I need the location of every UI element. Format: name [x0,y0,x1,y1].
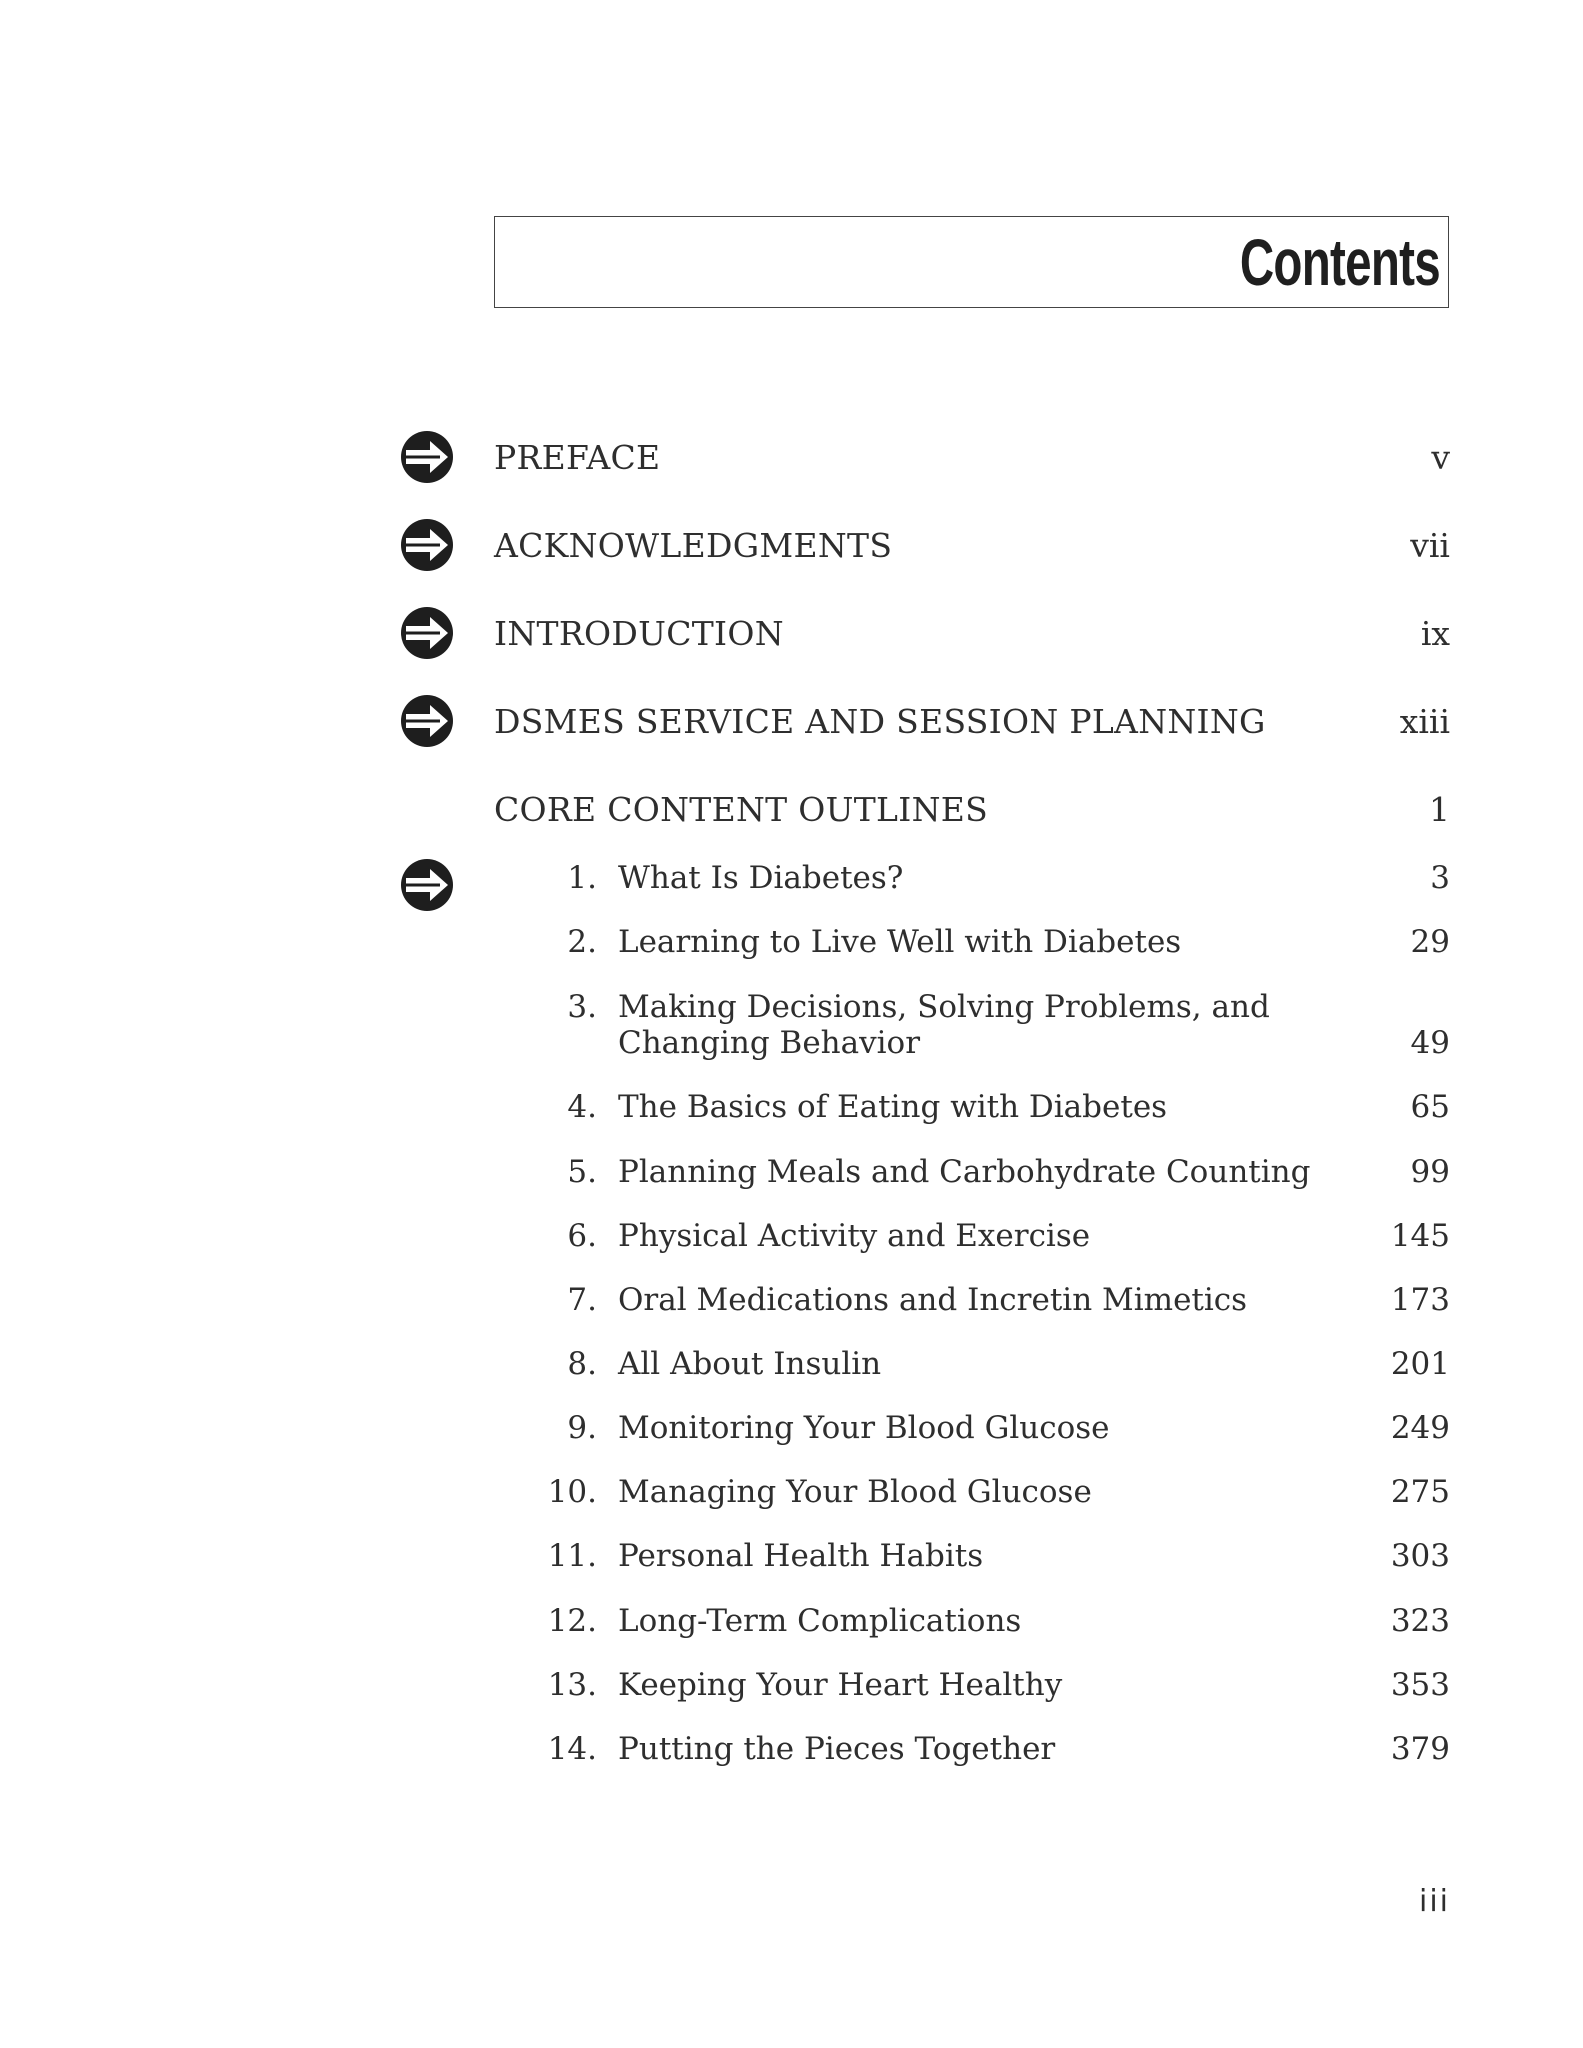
chapter-page: 275 [1390,1474,1450,1510]
arrow-circle-icon [400,694,454,748]
chapter-title: Physical Activity and Exercise [618,1218,1091,1254]
toc-label: PREFACE [494,438,661,477]
toc-page: 1 [1429,790,1450,829]
chapter-number: 13. [547,1667,597,1703]
chapter-title: What Is Diabetes? [618,860,904,896]
chapter-page: 323 [1390,1603,1450,1639]
chapter-title: Long-Term Complications [618,1603,1022,1639]
chapter-number: 7. [567,1282,597,1318]
chapter-number: 9. [567,1410,597,1446]
chapter-number: 12. [547,1603,597,1639]
chapter-title: Planning Meals and Carbohydrate Counting [618,1154,1311,1190]
chapter-title: Learning to Live Well with Diabetes [618,924,1182,960]
chapter-page: 145 [1390,1218,1450,1254]
page-folio: iii [1418,1884,1450,1919]
chapter-number: 4. [567,1089,597,1125]
toc-label: DSMES SERVICE AND SESSION PLANNING [494,702,1266,741]
toc-label: CORE CONTENT OUTLINES [494,790,989,829]
chapter-page: 303 [1390,1538,1450,1574]
chapter-page: 353 [1390,1667,1450,1703]
toc-page: xiii [1399,702,1450,741]
chapter-title: Oral Medications and Incretin Mimetics [618,1282,1248,1318]
chapter-title: All About Insulin [618,1346,882,1382]
page-title: Contents [1239,225,1440,299]
chapter-title: Managing Your Blood Glucose [618,1474,1092,1510]
chapter-page: 99 [1410,1154,1450,1190]
chapter-number: 6. [567,1218,597,1254]
chapter-page: 379 [1390,1731,1450,1767]
chapter-number: 3. [567,989,597,1025]
chapter-number: 10. [547,1474,597,1510]
chapter-number: 14. [547,1731,597,1767]
arrow-circle-icon [400,606,454,660]
chapter-title-line1: Making Decisions, Solving Problems, and [618,989,1270,1025]
chapter-title-line2: Changing Behavior [618,1025,921,1061]
chapter-page: 201 [1390,1346,1450,1382]
chapter-title: Personal Health Habits [618,1538,984,1574]
chapter-page: 29 [1410,924,1450,960]
chapter-page: 49 [1410,1025,1450,1061]
chapter-number: 2. [567,924,597,960]
chapter-number: 5. [567,1154,597,1190]
toc-page: ix [1420,614,1450,653]
toc-label: ACKNOWLEDGMENTS [494,526,893,565]
arrow-circle-icon [400,430,454,484]
toc-page: v [1431,438,1450,477]
chapter-number: 1. [567,860,597,896]
chapter-title: Putting the Pieces Together [618,1731,1056,1767]
toc-label: INTRODUCTION [494,614,784,653]
chapter-number: 11. [547,1538,597,1574]
chapter-number: 8. [567,1346,597,1382]
title-box [494,216,1449,308]
chapter-page: 173 [1390,1282,1450,1318]
chapter-title: Keeping Your Heart Healthy [618,1667,1063,1703]
toc-page: vii [1410,526,1450,565]
chapter-page: 3 [1430,860,1450,896]
arrow-circle-icon [400,858,454,912]
arrow-circle-icon [400,518,454,572]
chapter-title: The Basics of Eating with Diabetes [618,1089,1168,1125]
chapter-title: Monitoring Your Blood Glucose [618,1410,1110,1446]
chapter-page: 249 [1390,1410,1450,1446]
chapter-page: 65 [1410,1089,1450,1125]
